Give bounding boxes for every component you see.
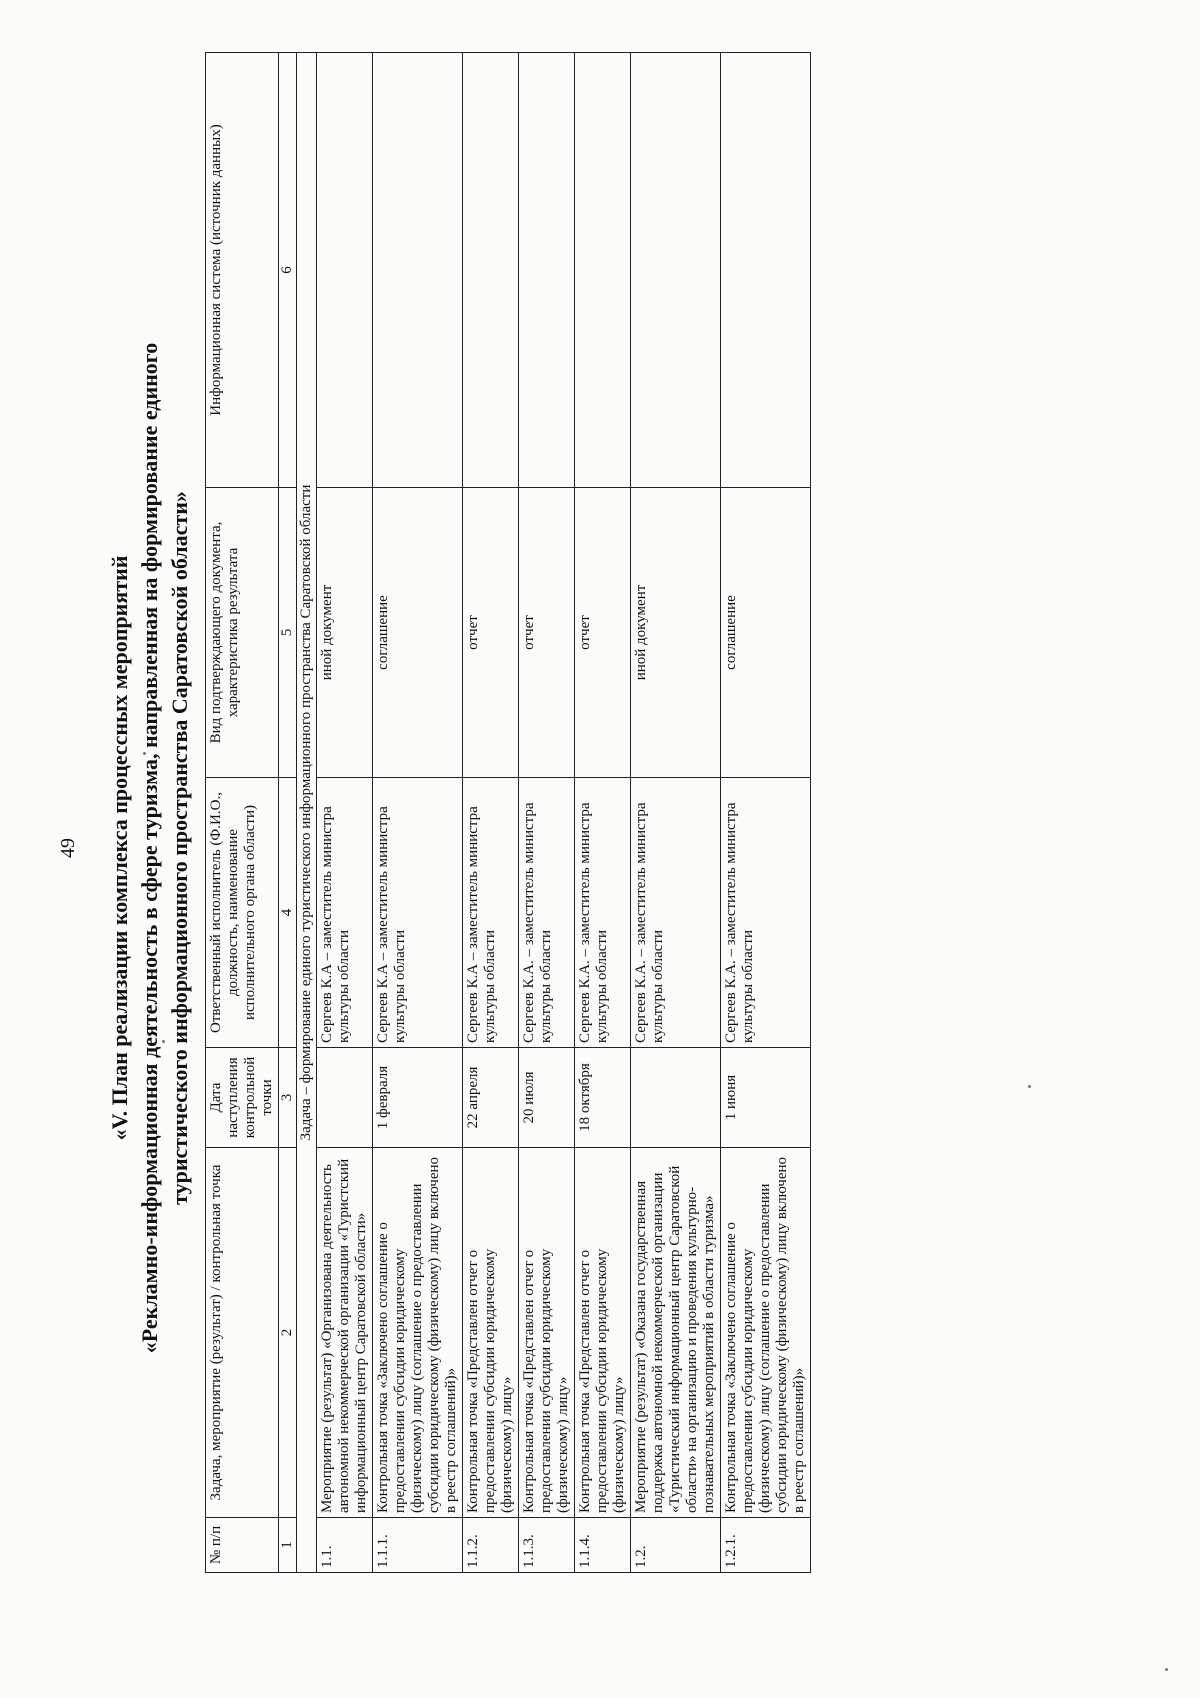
row-document: отчет xyxy=(463,488,519,778)
header-num: № п/п xyxy=(206,1518,279,1573)
row-date xyxy=(317,1048,373,1148)
row-text: Контрольная точка «Представлен отчет о предоставлении субсидии юридическому (физическому) лицу» xyxy=(519,1148,575,1518)
row-date: 1 февраля xyxy=(373,1048,463,1148)
row-number: 1.2. xyxy=(631,1518,721,1573)
row-system xyxy=(373,53,463,488)
row-system xyxy=(463,53,519,488)
column-number: 6 xyxy=(279,53,297,488)
scan-speck xyxy=(1165,1668,1168,1671)
row-text: Мероприятие (результат) «Оказана государственная поддержка автономной некоммерческой организации «Туристический информационный центр Саратовской области» на организацию и проведения культурно-познавательных мероприятий в области туризма» xyxy=(631,1148,721,1518)
row-document: отчет xyxy=(575,488,631,778)
row-number: 1.2.1. xyxy=(721,1518,811,1573)
table-row xyxy=(463,53,519,1573)
row-system xyxy=(575,53,631,488)
row-text: Мероприятие (результат) «Организована деятельность автономной некоммерческой организации «Туристский информационный центр Саратовской области» xyxy=(317,1148,373,1518)
table-row xyxy=(317,53,373,1573)
column-number: 3 xyxy=(279,1048,297,1148)
row-text: Контрольная точка «Представлен отчет о предоставлении субсидии юридическому (физическому) лицу» xyxy=(463,1148,519,1518)
task-text: Задача – формирование единого туристического информационного пространства Саратовской области xyxy=(297,53,317,1573)
row-system xyxy=(317,53,373,488)
header-responsible: Ответственный исполнитель (Ф.И.О., должность, наименование исполнительного органа области) xyxy=(206,778,279,1048)
row-responsible: Сергеев К.А. – заместитель министра культуры области xyxy=(721,778,811,1048)
row-system xyxy=(519,53,575,488)
row-responsible: Сергеев К.А. – заместитель министра культуры области xyxy=(519,778,575,1048)
row-date xyxy=(631,1048,721,1148)
row-responsible: Сергеев К.А. – заместитель министра культуры области xyxy=(575,778,631,1048)
table-row xyxy=(373,53,463,1573)
title-line: «V. План реализации комплекса процессных мероприятий xyxy=(107,555,132,1141)
column-number: 2 xyxy=(279,1148,297,1518)
row-responsible: Сергеев К.А. – заместитель министра культуры области xyxy=(631,778,721,1048)
table-row xyxy=(575,53,631,1573)
row-system xyxy=(631,53,721,488)
document-title xyxy=(105,28,195,1668)
row-number: 1.1.3. xyxy=(519,1518,575,1573)
row-number: 1.1.1. xyxy=(373,1518,463,1573)
title-line: туристического информационного пространства Саратовской области» xyxy=(167,491,192,1205)
row-date: 22 апреля xyxy=(463,1048,519,1148)
row-responsible: Сергеев К.А – заместитель министра культуры области xyxy=(317,778,373,1048)
row-date: 1 июня xyxy=(721,1048,811,1148)
header-row xyxy=(206,53,279,1573)
row-text: Контрольная точка «Заключено соглашение о предоставлении субсидии юридическому (физическому) лицу (соглашение о предоставлении субсидии юридическому (физическому) лицу включено в реестр соглашений)» xyxy=(373,1148,463,1518)
table-row xyxy=(721,53,811,1573)
table-row xyxy=(631,53,721,1573)
header-date: Дата наступления контрольной точки xyxy=(206,1048,279,1148)
row-text: Контрольная точка «Заключено соглашение о предоставлении субсидии юридическому (физическому) лицу (соглашение о предоставлении субсидии юридическому (физическому) лицу включено в реестр соглашений)» xyxy=(721,1148,811,1518)
row-number: 1.1.4. xyxy=(575,1518,631,1573)
column-number: 5 xyxy=(279,488,297,778)
title-line: «Рекламно-информационная деятельность в сфере туризма, направленная на формирование единого xyxy=(137,342,162,1354)
plan-table xyxy=(205,52,811,1573)
rotated-document xyxy=(45,28,1155,1668)
column-number: 1 xyxy=(279,1518,297,1573)
row-number: 1.1. xyxy=(317,1518,373,1573)
row-date: 20 июля xyxy=(519,1048,575,1148)
row-document: соглашение xyxy=(721,488,811,778)
row-text: Контрольная точка «Представлен отчет о предоставлении субсидии юридическому (физическому) лицу» xyxy=(575,1148,631,1518)
row-document: отчет xyxy=(519,488,575,778)
column-number-row xyxy=(279,53,297,1573)
row-number: 1.1.2. xyxy=(463,1518,519,1573)
header-task: Задача, мероприятие (результат) / контрольная точка xyxy=(206,1148,279,1518)
task-row xyxy=(297,53,317,1573)
row-document: иной документ xyxy=(631,488,721,778)
column-number: 4 xyxy=(279,778,297,1048)
row-responsible: Сергеев К.А – заместитель министра культуры области xyxy=(463,778,519,1048)
row-date: 18 октября xyxy=(575,1048,631,1148)
page-number: 49 xyxy=(57,838,79,858)
row-document: иной документ xyxy=(317,488,373,778)
row-document: соглашение xyxy=(373,488,463,778)
row-system xyxy=(721,53,811,488)
row-responsible: Сергеев К.А – заместитель министра культуры области xyxy=(373,778,463,1048)
header-document: Вид подтверждающего документа, характеристика результата xyxy=(206,488,279,778)
header-system: Информационная система (источник данных) xyxy=(206,53,279,488)
table-row xyxy=(519,53,575,1573)
